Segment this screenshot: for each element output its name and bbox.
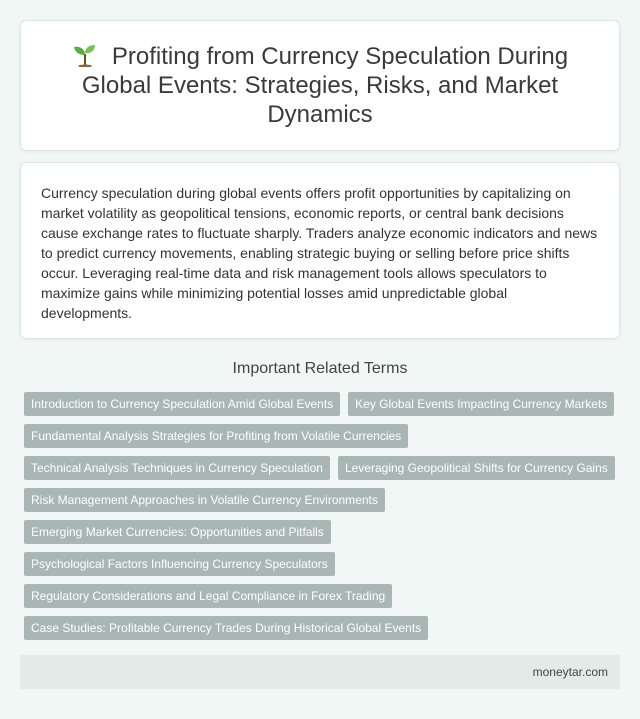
related-terms-heading: Important Related Terms bbox=[232, 360, 408, 377]
page-title-text: Profiting from Currency Speculation During Global Events: Strategies, Risks, and Market Dynamics bbox=[81, 43, 569, 128]
related-term-tag[interactable]: Introduction to Currency Speculation Amid Global Events bbox=[24, 392, 340, 416]
related-term-tag[interactable]: Leveraging Geopolitical Shifts for Currency Gains bbox=[338, 456, 615, 480]
related-term-tag[interactable]: Emerging Market Currencies: Opportunities and Pitfalls bbox=[24, 520, 331, 544]
related-term-tag[interactable]: Fundamental Analysis Strategies for Profiting from Volatile Currencies bbox=[24, 424, 408, 448]
related-term-tag[interactable]: Technical Analysis Techniques in Currency Speculation bbox=[24, 456, 330, 480]
related-term-tag[interactable]: Regulatory Considerations and Legal Compliance in Forex Trading bbox=[24, 584, 392, 608]
related-term-tag[interactable]: Key Global Events Impacting Currency Markets bbox=[348, 392, 614, 416]
sprout-icon bbox=[72, 43, 98, 67]
title-card bbox=[20, 20, 620, 151]
page-title bbox=[61, 42, 579, 129]
related-terms-list bbox=[24, 392, 624, 640]
related-term-tag[interactable]: Risk Management Approaches in Volatile Currency Environments bbox=[24, 488, 385, 512]
footer-site-link[interactable]: moneytar.com bbox=[532, 665, 608, 679]
summary-text: Currency speculation during global events offers profit opportunities by capitalizing on market volatility as geopolitical tensions, economic reports, or central bank decisions cause exchange rates to fluctuate sharply. Traders analyze economic indicators and news to predict currency movements, enabling strategic buying or selling before price shifts occur. Leveraging real-time data and risk management tools allows speculators to maximize gains while minimizing potential losses amid unpredictable global developments. bbox=[41, 185, 598, 321]
related-term-tag[interactable]: Case Studies: Profitable Currency Trades During Historical Global Events bbox=[24, 616, 428, 640]
related-term-tag[interactable]: Psychological Factors Influencing Currency Speculators bbox=[24, 552, 335, 576]
footer bbox=[20, 655, 620, 689]
summary-card bbox=[20, 162, 620, 339]
